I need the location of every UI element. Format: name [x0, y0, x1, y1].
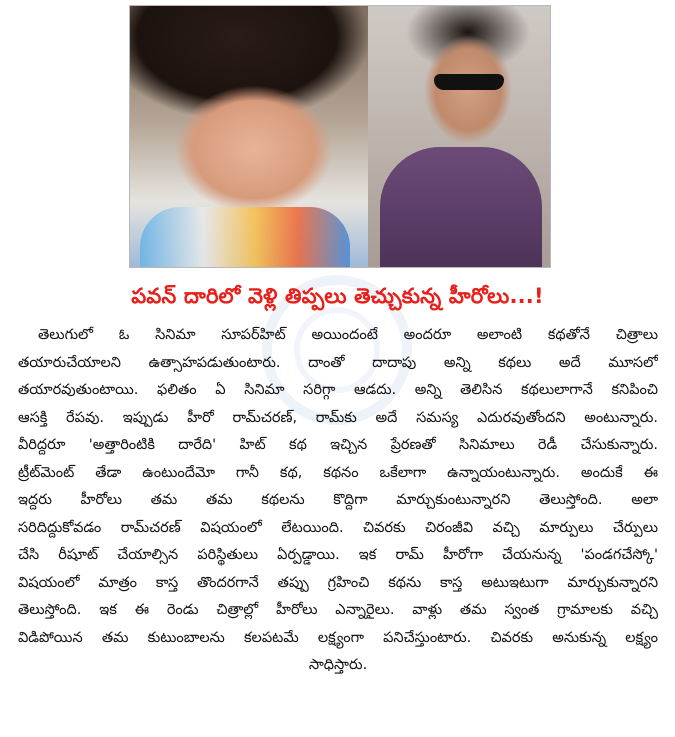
article-headline: పవన్ దారిలో వెళ్లి తిప్పలు తెచ్చుకున్న హీరోలు...! [131, 284, 544, 308]
purple-shirt [380, 147, 542, 267]
article-line: ఆసక్తి రేపవు. ఇప్పుడు హీరో రామ్‌చరణ్, రామ్‌కు అదే సమస్య ఎదురవుతోందని అంటున్నారు. [18, 409, 658, 426]
article-line: ట్రీట్‌మెంట్ తేడా ఉంటుందేమో గానీ కథ, కథనం ఒకేలాగా ఉన్నాయంటున్నారు. అందుకే ఈ [18, 464, 658, 481]
article-line: తెలుగులో ఓ సినిమా సూపర్‌హిట్ అయిందంటే అందరూ అలాంటి కథతోనే చిత్రాలు [38, 327, 658, 343]
colorful-shirt [140, 207, 350, 267]
article-line: తయారుచేయాలని ఉత్సాహపడుతుంటారు. దాంతో దాదాపు అన్ని కథలు అదే మూసలో [18, 354, 658, 371]
article-body [18, 322, 658, 680]
article-line: తెలుస్తోంది. ఇక ఈ రెండు చిత్రాల్లో హీరోలు ఎన్నారైలు. వాళ్లు తమ స్వంత గ్రామాలకు వచ్చి [18, 602, 658, 618]
article-line: విడిపోయిన తమ కుటుంబాలను కలపటమే లక్ష్యంగా పనిచేస్తుంటారు. చివరకు అనుకున్న లక్ష్యం [18, 629, 658, 646]
article-line: వీరిద్దరూ 'అత్తారింటికి దారేది' హిట్ కథ ఇచ్చిన ప్రేరణతో సినిమాలు రెడీ చేసుకున్నారు. [18, 437, 658, 453]
article-line: విషయంలో మాత్రం కాస్త తొందరగానే తప్పు గ్రహించి కథను కాస్త అటుఇటుగా మార్చుకున్నారని [18, 574, 658, 591]
article-line: ఇద్దరు హీరోలు తమ తమ కథలను కొద్దిగా మార్చుకుంటున్నారని తెలుస్తోంది. అలా [18, 492, 658, 508]
actor-photo-left [130, 6, 368, 267]
header-photo [129, 5, 551, 268]
article-line: సరిదిద్దుకోవడం రామ్‌చరణ్ విషయంలో లేటయింది. చివరకు చిరంజీవి వచ్చి మార్పులు చేర్పులు [18, 519, 658, 536]
sunglasses [434, 74, 504, 90]
article-line: సాధిస్తారు. [308, 657, 368, 673]
actor-photo-right [368, 6, 550, 267]
article-line: చేసి రీషూట్ చేయాల్సిన పరిస్థితులు ఏర్పడ్డాయి. ఇక రామ్ హీరోగా చేయనున్న 'పండగచేస్కో' [18, 547, 658, 563]
article-line: తయారవుతుంటాయి. ఫలితం ఏ సినిమా సరిగ్గా ఆడదు. అన్ని తెలిసిన కథలులాగానే కనిపించి [18, 382, 658, 398]
